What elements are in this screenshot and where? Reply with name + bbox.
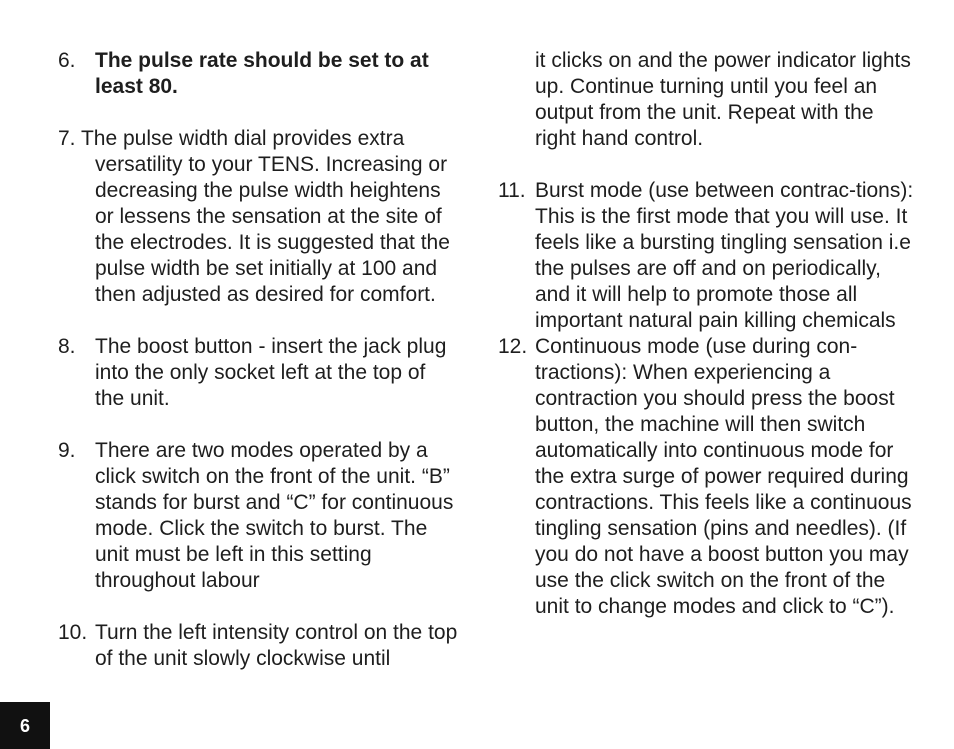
- item-number: 10.: [58, 621, 88, 644]
- item-text: There are two modes operated by a click switch on the front of the unit. “B” stands for burst and “C” for continuous mode. Click the switch to burst. The unit must be left in this setting throughout labour: [95, 439, 454, 592]
- list-item-10-continued: it clicks on and the power indicator lights up. Continue turning until you feel an output from the unit. Repeat with the right hand control.: [535, 49, 911, 150]
- page-number: 6: [19, 715, 30, 736]
- list-item-11: [498, 178, 918, 334]
- list-item-8: [58, 334, 458, 412]
- page-number-badge: [0, 702, 50, 749]
- item-text: Turn the left intensity control on the top of the unit slowly clockwise until: [95, 621, 458, 670]
- item-number: 6.: [58, 49, 76, 72]
- item-text: Continuous mode (use during con-tractions): When experiencing a contraction you should press the boost button, the machine will then switch automatically into continuous mode for the extra surge of power required during contractions. This feels like a continuous tingling sensation (pins and needles). (If you do not have a boost button you may use the click switch on the front of the unit to change modes and click to “C”).: [535, 335, 912, 618]
- item-number: 9.: [58, 439, 76, 462]
- item-text: Burst mode (use between contrac-tions): This is the first mode that you will use. It feels like a bursting tingling sensation i.e the pulses are off and on periodically, and it will help to promote those all important natural pain killing chemicals: [535, 179, 914, 332]
- item-number: 11.: [498, 179, 526, 202]
- right-column: [498, 48, 918, 620]
- list-item-12: [498, 334, 918, 620]
- item-text: The boost button - insert the jack plug into the only socket left at the top of the unit.: [95, 335, 447, 410]
- list-item-9: [58, 438, 458, 594]
- left-column: [58, 48, 458, 672]
- list-item-6: [58, 48, 458, 100]
- item-text: 7. The pulse width dial provides extra versatility to your TENS. Increasing or decreasing the pulse width heightens or lessens the sensation at the site of the electrodes. It is suggested that the pulse width be set initially at 100 and then adjusted as desired for comfort.: [58, 127, 450, 306]
- item-number: 8.: [58, 335, 76, 358]
- item-text: The pulse rate should be set to at least 80.: [95, 49, 429, 98]
- list-item-10: [58, 620, 458, 672]
- list-item-7: [58, 126, 458, 308]
- item-number: 12.: [498, 335, 528, 358]
